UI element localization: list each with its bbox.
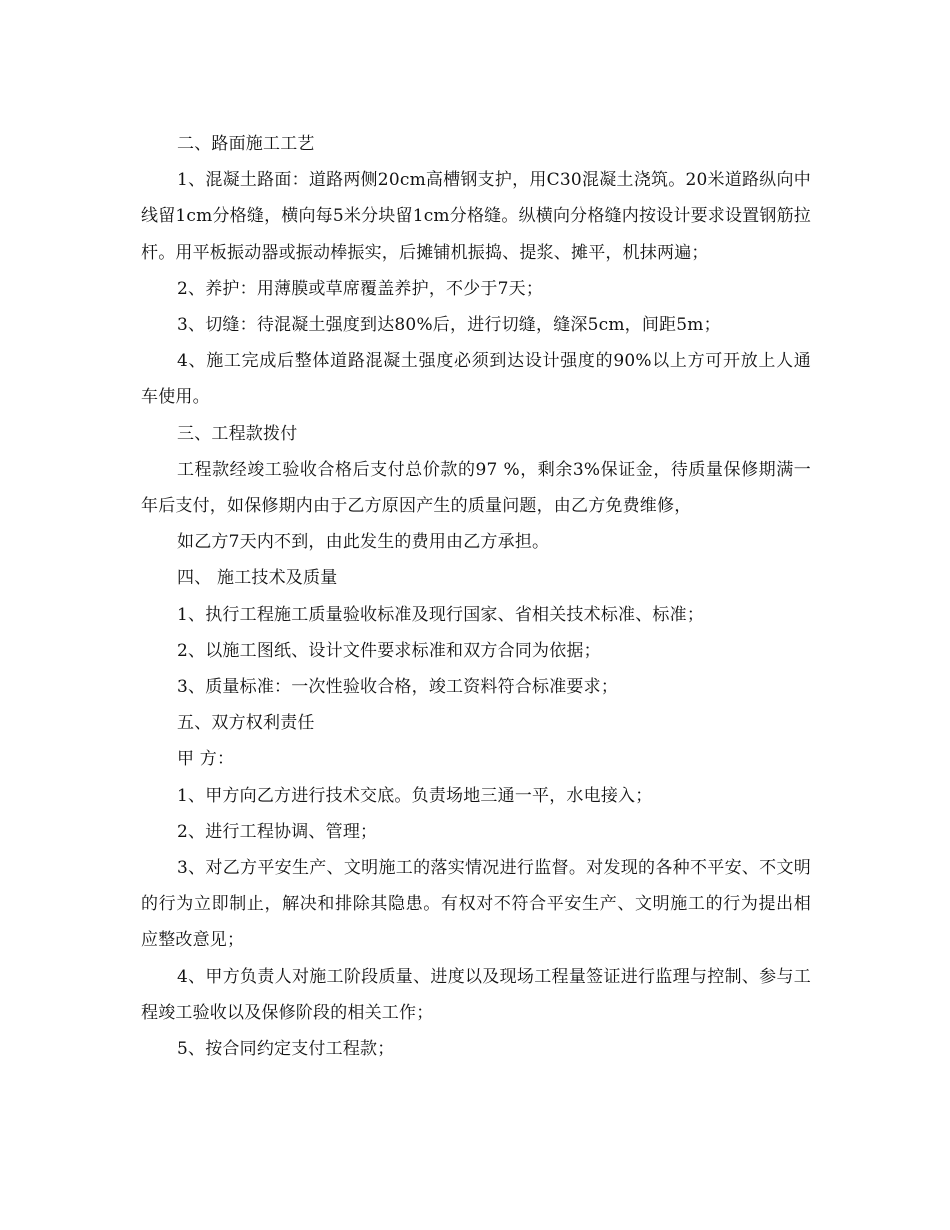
paragraph-joint-cutting: 3、切缝：待混凝土强度到达80%后，进行切缝，缝深5cm，间距5m；: [177, 315, 721, 336]
document-body: [141, 126, 811, 1067]
paragraph-standards: 1、执行工程施工质量验收标准及现行国家、省相关技术标准、标准；: [177, 604, 705, 625]
paragraph-opening-to-traffic: 4、施工完成后整体道路混凝土强度必须到达设计强度的90%以上方可开放上人通车使用。: [141, 351, 811, 408]
paragraph-party-a-item-5: 5、按合同约定支付工程款；: [177, 1039, 395, 1060]
paragraph-payment-penalty: 如乙方7天内不到，由此发生的费用由乙方承担。: [177, 532, 550, 553]
paragraph-party-a-item-3: 3、对乙方平安生产、文明施工的落实情况进行监督。对发现的各种不平安、不文明的行为立即制止，解决和排除其隐患。有权对不符合平安生产、文明施工的行为提出相应整改意见；: [141, 858, 811, 951]
paragraph-quality-standard: 3、质量标准：一次性验收合格，竣工资料符合标准要求；: [177, 677, 619, 698]
paragraph-concrete-pavement: 1、混凝土路面：道路两侧20cm高槽钢支护，用C30混凝土浇筑。20米道路纵向中线留1cm分格缝，横向每5米分块留1cm分格缝。纵横向分格缝内按设计要求设置钢筋拉杆。用平板振动器或振动棒振实，后摊铺机振捣、提浆、摊平，机抹两遍；: [141, 170, 811, 263]
paragraph-payment-terms: 工程款经竣工验收合格后支付总价款的97 %，剩余3%保证金，待质量保修期满一年后支付，如保修期内由于乙方原因产生的质量问题，由乙方免费维修，: [141, 459, 811, 517]
section-heading-payment: 三、工程款拨付: [177, 423, 298, 444]
section-heading-technique-quality: 四、 施工技术及质量: [177, 568, 338, 589]
paragraph-party-a-label: 甲 方：: [177, 749, 235, 770]
paragraph-party-a-item-2: 2、进行工程协调、管理；: [177, 821, 378, 842]
paragraph-basis: 2、以施工图纸、设计文件要求标准和双方合同为依据；: [177, 640, 601, 661]
section-heading-rights-responsibilities: 五、双方权利责任: [177, 713, 315, 734]
paragraph-party-a-item-4: 4、甲方负责人对施工阶段质量、进度以及现场工程量签证进行监理与控制、参与工程竣工验收以及保修阶段的相关工作；: [141, 966, 811, 1023]
section-heading-road-construction: 二、路面施工工艺: [177, 134, 315, 154]
paragraph-party-a-item-1: 1、甲方向乙方进行技术交底。负责场地三通一平，水电接入；: [177, 785, 653, 806]
paragraph-curing: 2、养护：用薄膜或草席覆盖养护，不少于7天；: [177, 278, 544, 299]
